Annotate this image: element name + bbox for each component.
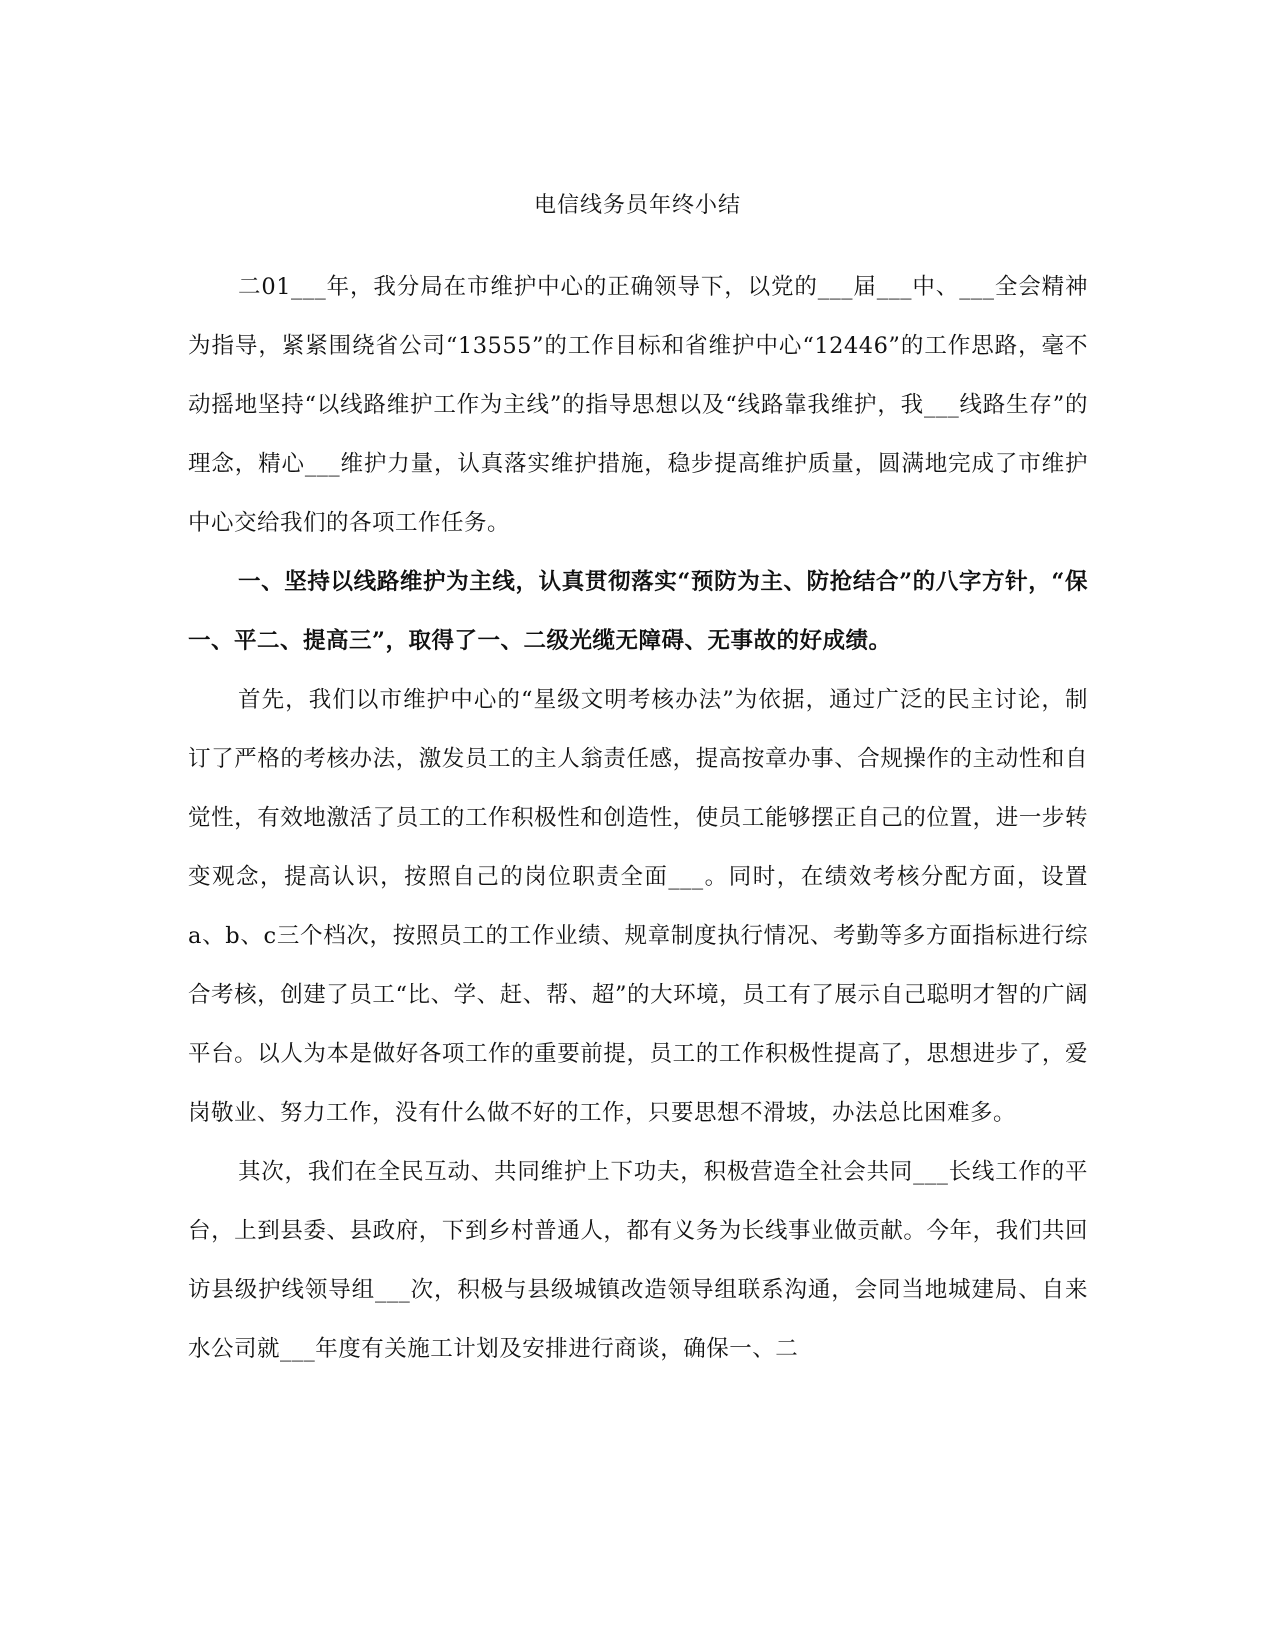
paragraph-first: 首先，我们以市维护中心的“星级文明考核办法”为依据，通过广泛的民主讨论，制订了严格的考核办法，激发员工的主人翁责任感，提高按章办事、合规操作的主动性和自觉性，有效地激活了员工的工作积极性和创造性，使员工能够摆正自己的位置，进一步转变观念，提高认识，按照自己的岗位职责全面___。同时，在绩效考核分配方面，设置a、b、c三个档次，按照员工的工作业绩、规章制度执行情况、考勤等多方面指标进行综合考核，创建了员工“比、学、赶、帮、超”的大环境，员工有了展示自己聪明才智的广阔平台。以人为本是做好各项工作的重要前提，员工的工作积极性提高了，思想进步了，爱岗敬业、努力工作，没有什么做不好的工作，只要思想不滑坡，办法总比困难多。 [188, 687, 1088, 1126]
paragraph-intro: 二01___年，我分局在市维护中心的正确领导下，以党的___届___中、___全会精神为指导，紧紧围绕省公司“13555”的工作目标和省维护中心“12446”的工作思路，毫不动摇地坚持“以线路维护工作为主线”的指导思想以及“线路靠我维护，我___线路生存”的理念，精心___维护力量，认真落实维护措施，稳步提高维护质量，圆满地完成了市维护中心交给我们的各项工作任务。 [188, 274, 1088, 536]
document-body [188, 258, 1088, 1379]
section-heading-1: 一、坚持以线路维护为主线，认真贯彻落实“预防为主、防抢结合”的八字方针，“保一、平二、提高三”，取得了一、二级光缆无障碍、无事故的好成绩。 [188, 569, 1088, 654]
document-title: 电信线务员年终小结 [533, 193, 741, 218]
paragraph-second: 其次，我们在全民互动、共同维护上下功夫，积极营造全社会共同___长线工作的平台，上到县委、县政府，下到乡村普通人，都有义务为长线事业做贡献。今年，我们共回访县级护线领导组___次，积极与县级城镇改造领导组联系沟通，会同当地城建局、自来水公司就___年度有关施工计划及安排进行商谈，确保一、二 [188, 1159, 1088, 1362]
